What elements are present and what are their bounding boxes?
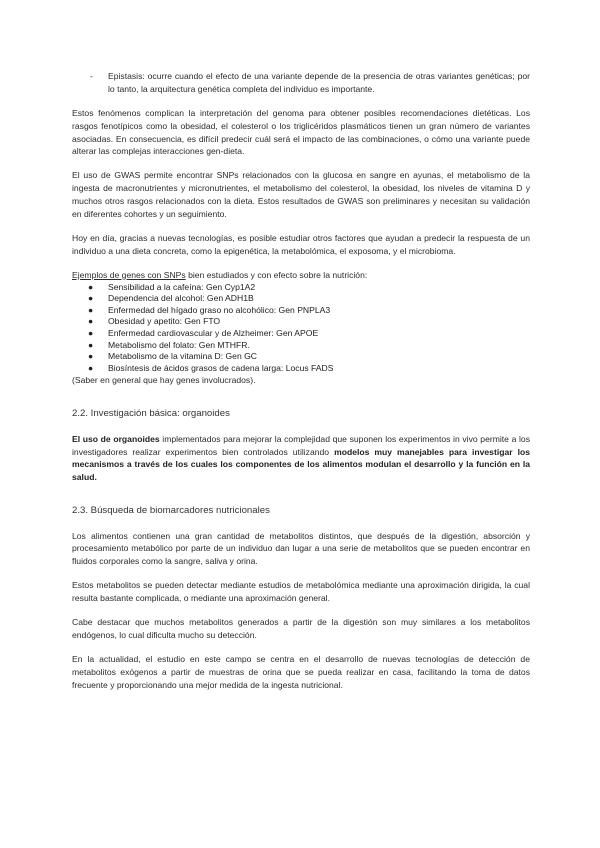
bullet-icon: ● — [88, 339, 94, 350]
section-heading-organoids: 2.2. Investigación básica: organoides — [72, 408, 230, 420]
section-heading-biomarkers: 2.3. Búsqueda de biomarcadores nutricionales — [72, 505, 270, 517]
gene-list — [72, 282, 530, 375]
list-item: ● Metabolismo de la vitamina D: Gen GC — [88, 351, 258, 362]
list-item: ● Dependencia del alcohol: Gen ADH1B — [88, 293, 254, 304]
list-item: ● Obesidad y apetito: Gen FTO — [88, 316, 221, 327]
paragraph-endogenous: Cabe destacar que muchos metabolitos generados a partir de la digestión son muy similares a los metabolitos endógenos, lo cual dificulta mucho su detección. — [72, 617, 530, 640]
paragraph-gwas: El uso de GWAS permite encontrar SNPs relacionados con la glucosa en sangre en ayunas, el metabolismo de la ingesta de macronutrientes y micronutrientes, el metabolismo del colesterol, la obesidad, los niveles de vitamina D y muchos otros rasgos relacionados con la dieta. Estos resultados de GWAS son preliminares y necesitan su validación en diferentes cohortes y un seguimiento. — [72, 170, 530, 220]
paragraph-new-technologies: Hoy en día, gracias a nuevas tecnologías, es posible estudiar otros factores que ayudan a predecir la respuesta de un individuo a una dieta concreta, como la epigenética, la metabolómica, el exposoma, y el microbioma. — [72, 232, 530, 256]
list-item: ● Biosíntesis de ácidos grasos de cadena larga: Locus FADS — [88, 362, 334, 373]
examples-title-rest: bien estudiados y con efecto sobre la nutrición: — [185, 269, 368, 280]
bullet-icon: ● — [88, 293, 94, 304]
organoids-middle: implementados para mejorar la complejidad que suponen los experimentos in vivo permite a los investigadores realizar experimentos bien controlados utilizando — [72, 433, 530, 457]
dash-marker: - — [90, 71, 93, 81]
list-item: ● Enfermedad del hígado graso no alcohólico: Gen PNPLA3 — [88, 304, 331, 315]
list-item: ● Sensibilidad a la cafeína: Gen Cyp1A2 — [88, 281, 256, 292]
bullet-icon: ● — [88, 327, 94, 338]
epistasis-text: Epistasis: ocurre cuando el efecto de una variante depende de la presencia de otras variantes genéticas; por lo tanto, la arquitectura genética completa del individuo es importante. — [108, 71, 530, 94]
bullet-icon: ● — [88, 362, 94, 373]
paragraph-metabolites: Los alimentos contienen una gran cantidad de metabolitos distintos, que después de la digestión, absorción y procesamiento metabólico por parte de un individuo dan lugar a una serie de metabolitos que se pueden encontrar en fluidos corporales como la sangre, saliva y orina. — [72, 530, 530, 567]
organoids-bold-lead: El uso de organoides — [72, 433, 160, 444]
bullet-icon: ● — [88, 316, 94, 327]
epistasis-bullet — [90, 70, 530, 96]
examples-title-underlined: Ejemplos de genes con SNPs — [72, 269, 186, 280]
paragraph-phenomena: Estos fenómenos complican la interpretación del genoma para obtener posibles recomendaciones dietéticas. Los rasgos fenotípicos como la obesidad, el colesterol o los triglicéridos plasmáticos tienen un gran número de variantes asociadas. En consecuencia, es difícil predecir cuál será el impacto de las combinaciones, o cómo una variante puede alterar las complejas interacciones gen-dieta. — [72, 107, 530, 157]
examples-note: (Saber en general que hay genes involucrados). — [72, 375, 256, 386]
bullet-icon: ● — [88, 281, 94, 292]
document-page — [72, 70, 530, 691]
list-item: ● Metabolismo del folato: Gen MTHFR. — [88, 339, 250, 350]
paragraph-current-research: En la actualidad, el estudio en este campo se centra en el desarrollo de nuevas tecnologías de detección de metabolitos exógenos a partir de muestras de orina que se pueda realizar en casa, facilitando la toma de datos frecuente y proporcionando una mejor medida de la ingesta nutricional. — [72, 653, 530, 690]
list-item: ● Enfermedad cardiovascular y de Alzheimer: Gen APOE — [88, 327, 319, 338]
bullet-icon: ● — [88, 304, 94, 315]
bullet-icon: ● — [88, 351, 94, 362]
paragraph-organoids — [72, 433, 530, 485]
paragraph-metabolomics: Estos metabolitos se pueden detectar mediante estudios de metabolómica mediante una aproximación dirigida, la cual resulta bastante complicada, o mediante una aproximación general. — [72, 580, 530, 604]
examples-title — [72, 269, 530, 282]
organoids-bold-tail: modelos muy manejables para investigar los mecanismos a través de los cuales los componentes de los alimentos modulan el desarrollo y la función en la salud. — [72, 446, 530, 483]
